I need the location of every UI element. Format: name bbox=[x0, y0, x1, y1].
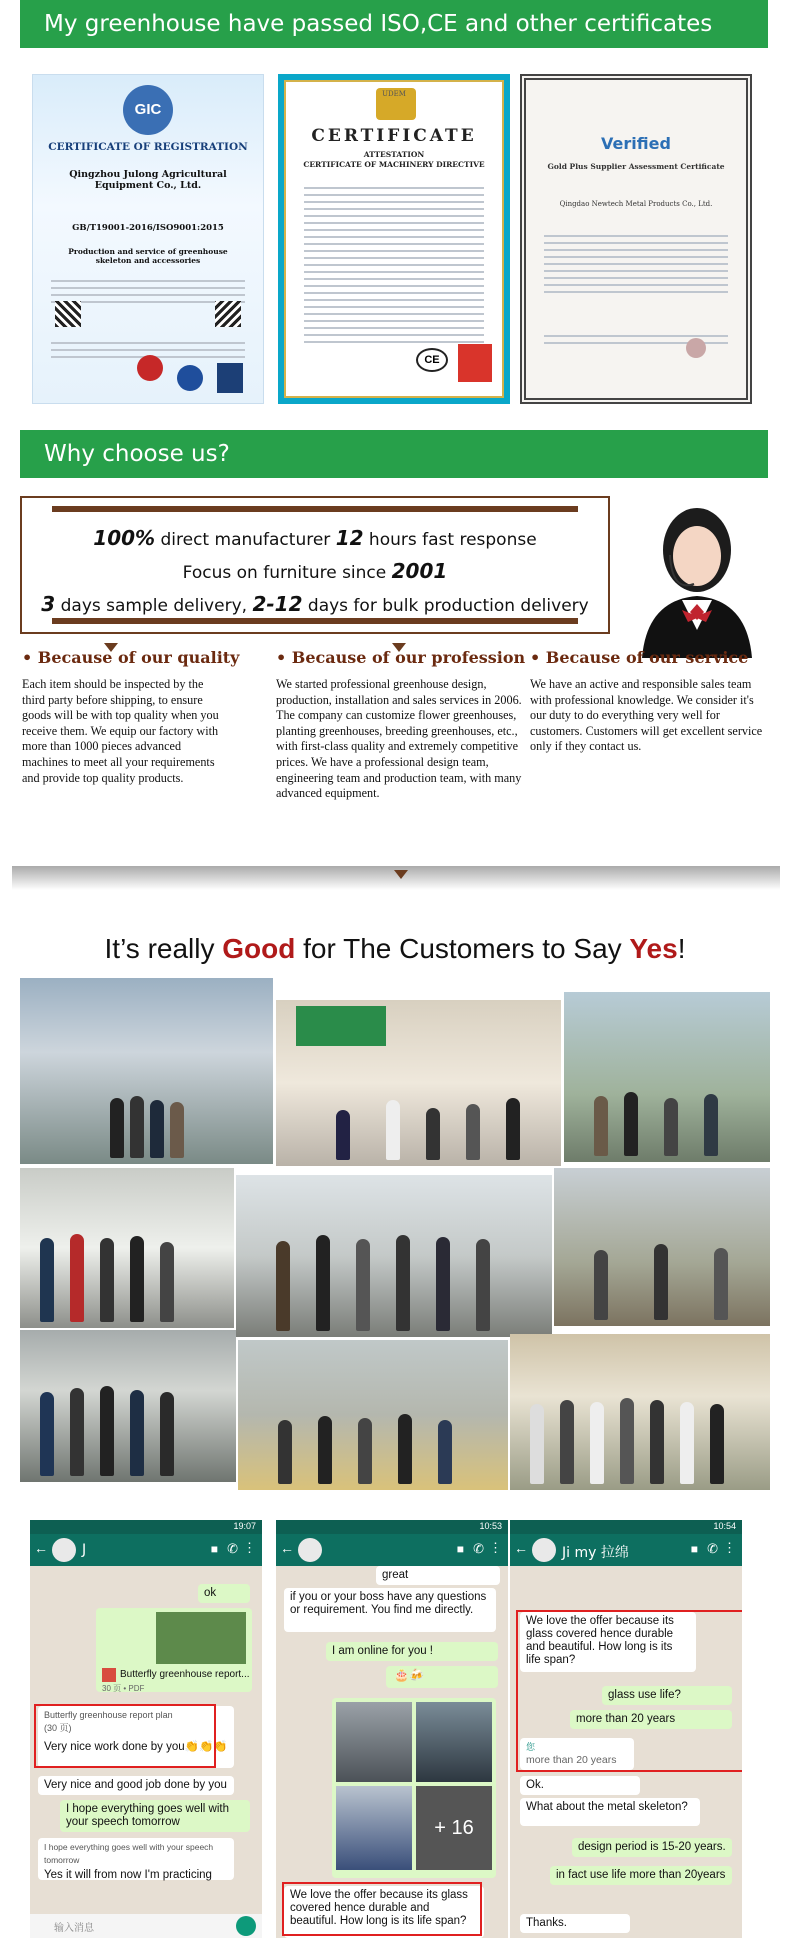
chat-header bbox=[30, 1534, 262, 1566]
pdf-meta: 30 页 • PDF bbox=[102, 1684, 145, 1693]
avatar bbox=[52, 1538, 76, 1562]
gic-logo: GIC bbox=[123, 85, 173, 135]
message: We love the offer because its glass covered hence durable and beautiful. How long is its life span? bbox=[520, 1612, 696, 1672]
message bbox=[38, 1838, 234, 1880]
verified-title: Verified bbox=[601, 134, 671, 153]
highlight-box bbox=[34, 1704, 216, 1768]
back-arrow-icon[interactable]: ← bbox=[280, 1540, 294, 1556]
customer-photo bbox=[564, 992, 770, 1162]
panel-title: • Because of our profession bbox=[276, 648, 526, 667]
customer-service-agent-image bbox=[622, 500, 772, 658]
pdf-icon bbox=[102, 1668, 116, 1682]
panel-body: Each item should be inspected by the third party before shipping, to ensure goods will be with top quality when you receive them. We equip our factory with more than 1000 pieces advanced machines to meet all your requirements and provide top quality products. bbox=[22, 677, 219, 785]
seal-icon bbox=[137, 355, 163, 381]
profession-panel bbox=[276, 648, 536, 802]
message: ok bbox=[198, 1584, 250, 1603]
iaf-logo bbox=[177, 365, 203, 391]
microphone-icon[interactable] bbox=[236, 1916, 256, 1936]
message-input-bar[interactable] bbox=[30, 1914, 262, 1938]
qr-code-right bbox=[215, 301, 241, 327]
message: glass use life? bbox=[602, 1686, 732, 1705]
why-choose-banner: Why choose us? bbox=[20, 430, 768, 478]
cert-title: CERTIFICATE bbox=[311, 126, 477, 146]
contact-name: Ji my 拉绵 bbox=[562, 1545, 629, 1561]
pdf-filename: Butterfly greenhouse report... bbox=[120, 1669, 250, 1680]
message: Very nice and good job done by you bbox=[38, 1776, 234, 1795]
menu-icon[interactable]: ⋮ bbox=[489, 1540, 502, 1555]
customer-photo bbox=[20, 1168, 234, 1328]
udem-stamp-icon bbox=[458, 344, 492, 382]
why-line-2: Focus on furniture since 2001 bbox=[182, 559, 448, 583]
phone-icon[interactable]: ✆ bbox=[473, 1541, 484, 1556]
message: We love the offer because its glass covered hence durable and beautiful. How long is its life span? bbox=[284, 1886, 484, 1938]
chat-screenshot-2 bbox=[276, 1520, 508, 1938]
customers-headline: It’s really Good for The Customers to Say Yes! bbox=[104, 933, 686, 964]
highlight-box bbox=[282, 1882, 482, 1936]
emoji-icon: 🎂🍻 bbox=[394, 1668, 424, 1682]
why-line-3: 3 days sample delivery, 2-12 days for bulk production delivery bbox=[41, 592, 589, 616]
why-choose-box bbox=[20, 496, 610, 634]
video-call-icon[interactable]: ■ bbox=[210, 1542, 218, 1556]
verified-certificate bbox=[520, 74, 752, 404]
verified-subtitle: Gold Plus Supplier Assessment Certificate bbox=[547, 162, 725, 171]
message: if you or your boss have any questions or requirement. You find me directly. bbox=[284, 1588, 496, 1632]
message: in fact use life more than 20years bbox=[550, 1866, 732, 1885]
avatar bbox=[532, 1538, 556, 1562]
cert-company: Qingzhou Julong Agricultural Equipment Co., Ltd. bbox=[69, 169, 227, 191]
message-text: Very nice work done by you👏👏👏 bbox=[44, 1741, 228, 1753]
back-arrow-icon[interactable]: ← bbox=[514, 1540, 528, 1556]
cert-subtitle: ATTESTATION bbox=[363, 150, 425, 159]
chat-screenshot-3 bbox=[510, 1520, 742, 1938]
verified-company: Qingdao Newtech Metal Products Co., Ltd. bbox=[559, 200, 713, 208]
customer-photo bbox=[20, 978, 273, 1164]
status-bar: 19:07 bbox=[30, 1520, 262, 1534]
phone-icon[interactable]: ✆ bbox=[227, 1541, 238, 1556]
contact-name: J bbox=[82, 1542, 87, 1558]
stamp-icon bbox=[686, 338, 706, 358]
menu-icon[interactable]: ⋮ bbox=[243, 1540, 256, 1555]
status-bar: 10:53 bbox=[276, 1520, 508, 1534]
iso-certificate bbox=[32, 74, 264, 404]
phone-icon[interactable]: ✆ bbox=[707, 1541, 718, 1556]
customer-photo bbox=[238, 1340, 508, 1490]
message: Thanks. bbox=[520, 1914, 630, 1933]
cert-brand: UDEM bbox=[382, 90, 406, 98]
more-photos-count: + 16 bbox=[416, 1786, 492, 1870]
cert-standard: GB/T19001-2016/ISO9001:2015 bbox=[72, 223, 224, 233]
message bbox=[96, 1608, 252, 1692]
cert-scope: Production and service of greenhouse skeleton and accessories bbox=[68, 247, 228, 265]
chat-header bbox=[276, 1534, 508, 1566]
message-text: Yes it will from now I'm practicing bbox=[44, 1869, 212, 1881]
customer-photo bbox=[20, 1330, 236, 1482]
customer-photo bbox=[236, 1175, 552, 1337]
certificates-banner: My greenhouse have passed ISO,CE and other certificates bbox=[20, 0, 768, 48]
customer-photo bbox=[554, 1168, 770, 1326]
avatar bbox=[298, 1538, 322, 1562]
customer-photo bbox=[276, 1000, 561, 1166]
message bbox=[520, 1738, 634, 1770]
photo-album-message[interactable] bbox=[332, 1698, 496, 1878]
panel-body: We started professional greenhouse design, production, installation and sales services in 2006. The company can customize flower greenhouses, planting greenhouses, breeding greenhouses, etc., with first-class quality and extremely competitive prices. We have a professional design team, engineering team and production team, with many advanced equipment. bbox=[276, 677, 522, 801]
message: Ok. bbox=[520, 1776, 640, 1795]
panel-title: • Because of our quality bbox=[22, 648, 240, 667]
menu-icon[interactable]: ⋮ bbox=[723, 1540, 736, 1555]
cert-title: CERTIFICATE OF REGISTRATION bbox=[48, 141, 248, 153]
panel-body: We have an active and responsible sales team with professional knowledge. We consider it's our duty to do everything very well for customers. Customers will get excellent service only if they contact us. bbox=[530, 677, 763, 754]
message-input[interactable]: 输入消息 bbox=[54, 1923, 94, 1934]
message: What about the metal skeleton? bbox=[520, 1798, 700, 1826]
back-arrow-icon[interactable]: ← bbox=[34, 1540, 48, 1556]
chat-header bbox=[510, 1534, 742, 1566]
message: I hope everything goes well with your speech tomorrow bbox=[60, 1800, 250, 1832]
quoted-message: Butterfly greenhouse report plan (30 页) bbox=[44, 1710, 173, 1733]
ce-mark-icon: CE bbox=[416, 348, 448, 372]
cnas-logo bbox=[217, 363, 243, 393]
message: design period is 15-20 years. bbox=[572, 1838, 732, 1857]
message-text: more than 20 years bbox=[526, 1754, 617, 1766]
message: great bbox=[376, 1566, 500, 1585]
quoted-message: I hope everything goes well with your speech tomorrow bbox=[44, 1842, 214, 1865]
panel-title: • Because of our service bbox=[530, 648, 749, 667]
quality-panel bbox=[22, 648, 282, 786]
ce-certificate bbox=[278, 74, 510, 404]
quoted-message: 您 bbox=[526, 1742, 536, 1752]
down-arrow-icon bbox=[394, 870, 408, 879]
customer-photo bbox=[510, 1334, 770, 1490]
chat-screenshot-1 bbox=[30, 1520, 262, 1938]
message: more than 20 years bbox=[570, 1710, 732, 1729]
status-bar: 10:54 bbox=[510, 1520, 742, 1534]
qr-code-left bbox=[55, 301, 81, 327]
message bbox=[386, 1666, 498, 1688]
message: I am online for you ! bbox=[326, 1642, 498, 1661]
service-panel bbox=[530, 648, 790, 755]
cert-directive: CERTIFICATE OF MACHINERY DIRECTIVE bbox=[303, 160, 485, 169]
why-line-1: 100% direct manufacturer 12 hours fast response bbox=[93, 526, 537, 550]
video-call-icon[interactable]: ■ bbox=[690, 1542, 698, 1556]
video-call-icon[interactable]: ■ bbox=[456, 1542, 464, 1556]
